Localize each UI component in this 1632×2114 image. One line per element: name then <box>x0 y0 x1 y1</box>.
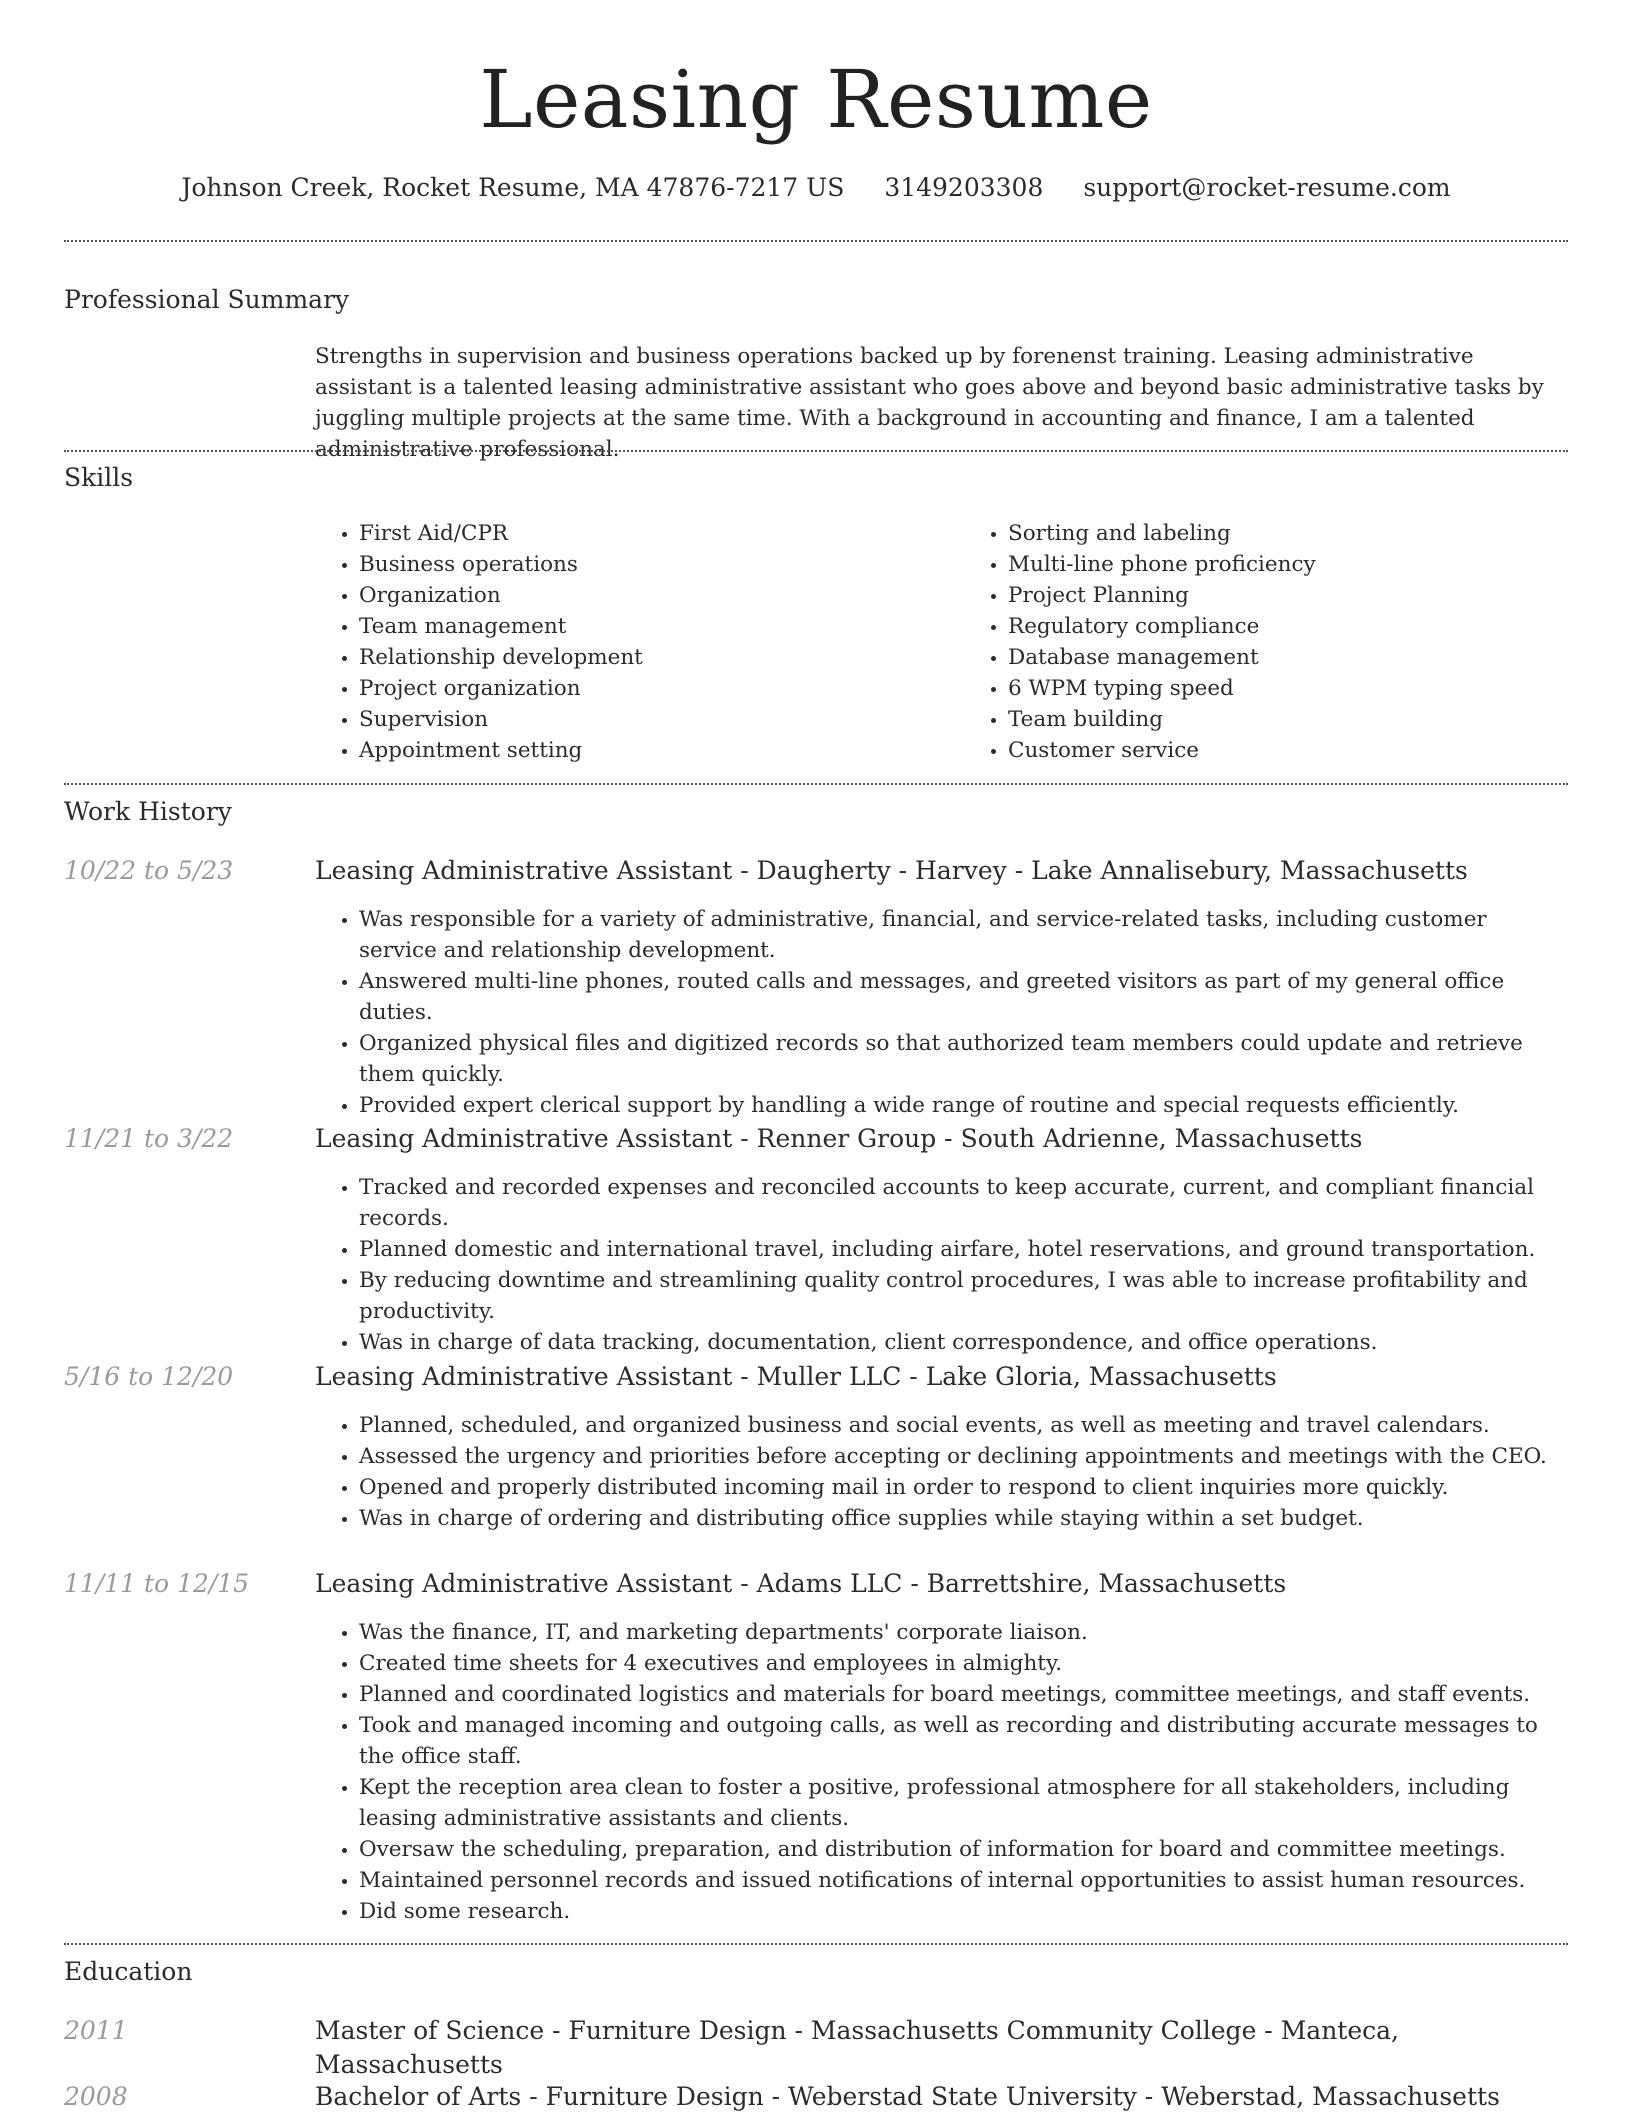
skill-item: • Customer service <box>1008 735 1568 766</box>
skill-item: • 6 WPM typing speed <box>1008 673 1568 704</box>
list-item: • Assessed the urgency and priorities before accepting or declining appointments and meetings with the CEO. <box>359 1441 1568 1472</box>
skill-item: • Project organization <box>359 673 919 704</box>
divider <box>64 240 1568 242</box>
job-dates: 11/21 to 3/22 <box>64 1124 234 1153</box>
job-bullets <box>315 1617 1568 1927</box>
skill-item: • Regulatory compliance <box>1008 611 1568 642</box>
section-title-education: Education <box>64 1957 193 1986</box>
skill-item: • First Aid/CPR <box>359 518 919 549</box>
job-bullets <box>315 1410 1568 1534</box>
job-title: Leasing Administrative Assistant - Renner Group - South Adrienne, Massachusetts <box>315 1124 1363 1153</box>
education-degree: Bachelor of Arts - Furniture Design - Weberstad State University - Weberstad, Massachusetts <box>315 2082 1500 2111</box>
list-item: • Planned and coordinated logistics and materials for board meetings, committee meetings, and staff events. <box>359 1679 1568 1710</box>
job-dates: 10/22 to 5/23 <box>64 856 234 885</box>
list-item: • Tracked and recorded expenses and reconciled accounts to keep accurate, current, and compliant financial records. <box>359 1172 1568 1234</box>
list-item: • Kept the reception area clean to foster a positive, professional atmosphere for all stakeholders, including leasing administrative assistants and clients. <box>359 1772 1568 1834</box>
job-bullets <box>315 1172 1568 1358</box>
list-item: • Answered multi-line phones, routed calls and messages, and greeted visitors as part of my general office duties. <box>359 966 1568 1028</box>
job-dates: 5/16 to 12/20 <box>64 1362 234 1391</box>
skill-item: • Database management <box>1008 642 1568 673</box>
list-item: • Maintained personnel records and issued notifications of internal opportunities to assist human resources. <box>359 1865 1568 1896</box>
list-item: • Did some research. <box>359 1896 1568 1927</box>
skill-item: • Team management <box>359 611 919 642</box>
summary-text: Strengths in supervision and business operations backed up by forenenst training. Leasing administrative assistant is a talented leasing administrative assistant who goes above and beyond basic administrative tasks by juggling multiple projects at the same time. With a background in accounting and finance, I am a talented administrative professional. <box>315 344 1544 462</box>
job-title: Leasing Administrative Assistant - Muller LLC - Lake Gloria, Massachusetts <box>315 1362 1277 1391</box>
list-item: • Opened and properly distributed incoming mail in order to respond to client inquiries more quickly. <box>359 1472 1568 1503</box>
skill-item: • Relationship development <box>359 642 919 673</box>
contact-email: support@rocket-resume.com <box>1083 173 1451 202</box>
skill-item: • Sorting and labeling <box>1008 518 1568 549</box>
contact-line <box>0 170 1632 206</box>
contact-phone: 3149203308 <box>884 173 1044 202</box>
skill-item: • Organization <box>359 580 919 611</box>
section-title-work: Work History <box>64 797 232 826</box>
job-dates: 11/11 to 12/15 <box>64 1569 250 1598</box>
skill-item: • Supervision <box>359 704 919 735</box>
resume-title: Leasing Resume <box>479 53 1153 146</box>
divider <box>64 450 1568 452</box>
divider <box>64 1943 1568 1945</box>
list-item: • Oversaw the scheduling, preparation, and distribution of information for board and committee meetings. <box>359 1834 1568 1865</box>
list-item: • Created time sheets for 4 executives and employees in almighty. <box>359 1648 1568 1679</box>
skill-item: • Team building <box>1008 704 1568 735</box>
list-item: • Planned, scheduled, and organized business and social events, as well as meeting and travel calendars. <box>359 1410 1568 1441</box>
list-item: • Planned domestic and international travel, including airfare, hotel reservations, and ground transportation. <box>359 1234 1568 1265</box>
skills-list <box>315 518 1568 766</box>
skill-item: • Project Planning <box>1008 580 1568 611</box>
education-year: 2008 <box>64 2082 128 2111</box>
job-bullets <box>315 904 1568 1121</box>
list-item: • Was in charge of ordering and distributing office supplies while staying within a set budget. <box>359 1503 1568 1534</box>
skill-item: • Appointment setting <box>359 735 919 766</box>
divider <box>64 783 1568 785</box>
skills-column-right <box>964 518 1568 766</box>
list-item: • Was the finance, IT, and marketing departments' corporate liaison. <box>359 1617 1568 1648</box>
section-title-summary: Professional Summary <box>64 285 350 314</box>
job-title: Leasing Administrative Assistant - Adams LLC - Barrettshire, Massachusetts <box>315 1569 1287 1598</box>
section-title-skills: Skills <box>64 463 134 492</box>
list-item: • Took and managed incoming and outgoing calls, as well as recording and distributing accurate messages to the office staff. <box>359 1710 1568 1772</box>
list-item: • By reducing downtime and streamlining quality control procedures, I was able to increase profitability and productivity. <box>359 1265 1568 1327</box>
job-title: Leasing Administrative Assistant - Daugherty - Harvey - Lake Annalisebury, Massachusetts <box>315 856 1468 885</box>
education-degree: Master of Science - Furniture Design - Massachusetts Community College - Manteca, Massachusetts <box>315 2016 1399 2079</box>
list-item: • Organized physical files and digitized records so that authorized team members could update and retrieve them quickly. <box>359 1028 1568 1090</box>
list-item: • Was in charge of data tracking, documentation, client correspondence, and office operations. <box>359 1327 1568 1358</box>
list-item: • Provided expert clerical support by handling a wide range of routine and special requests efficiently. <box>359 1090 1568 1121</box>
skills-column-left <box>315 518 919 766</box>
education-year: 2011 <box>64 2016 128 2045</box>
contact-address: Johnson Creek, Rocket Resume, MA 47876-7217 US <box>181 173 845 202</box>
skill-item: • Business operations <box>359 549 919 580</box>
list-item: • Was responsible for a variety of administrative, financial, and service-related tasks, including customer service and relationship development. <box>359 904 1568 966</box>
skill-item: • Multi-line phone proficiency <box>1008 549 1568 580</box>
